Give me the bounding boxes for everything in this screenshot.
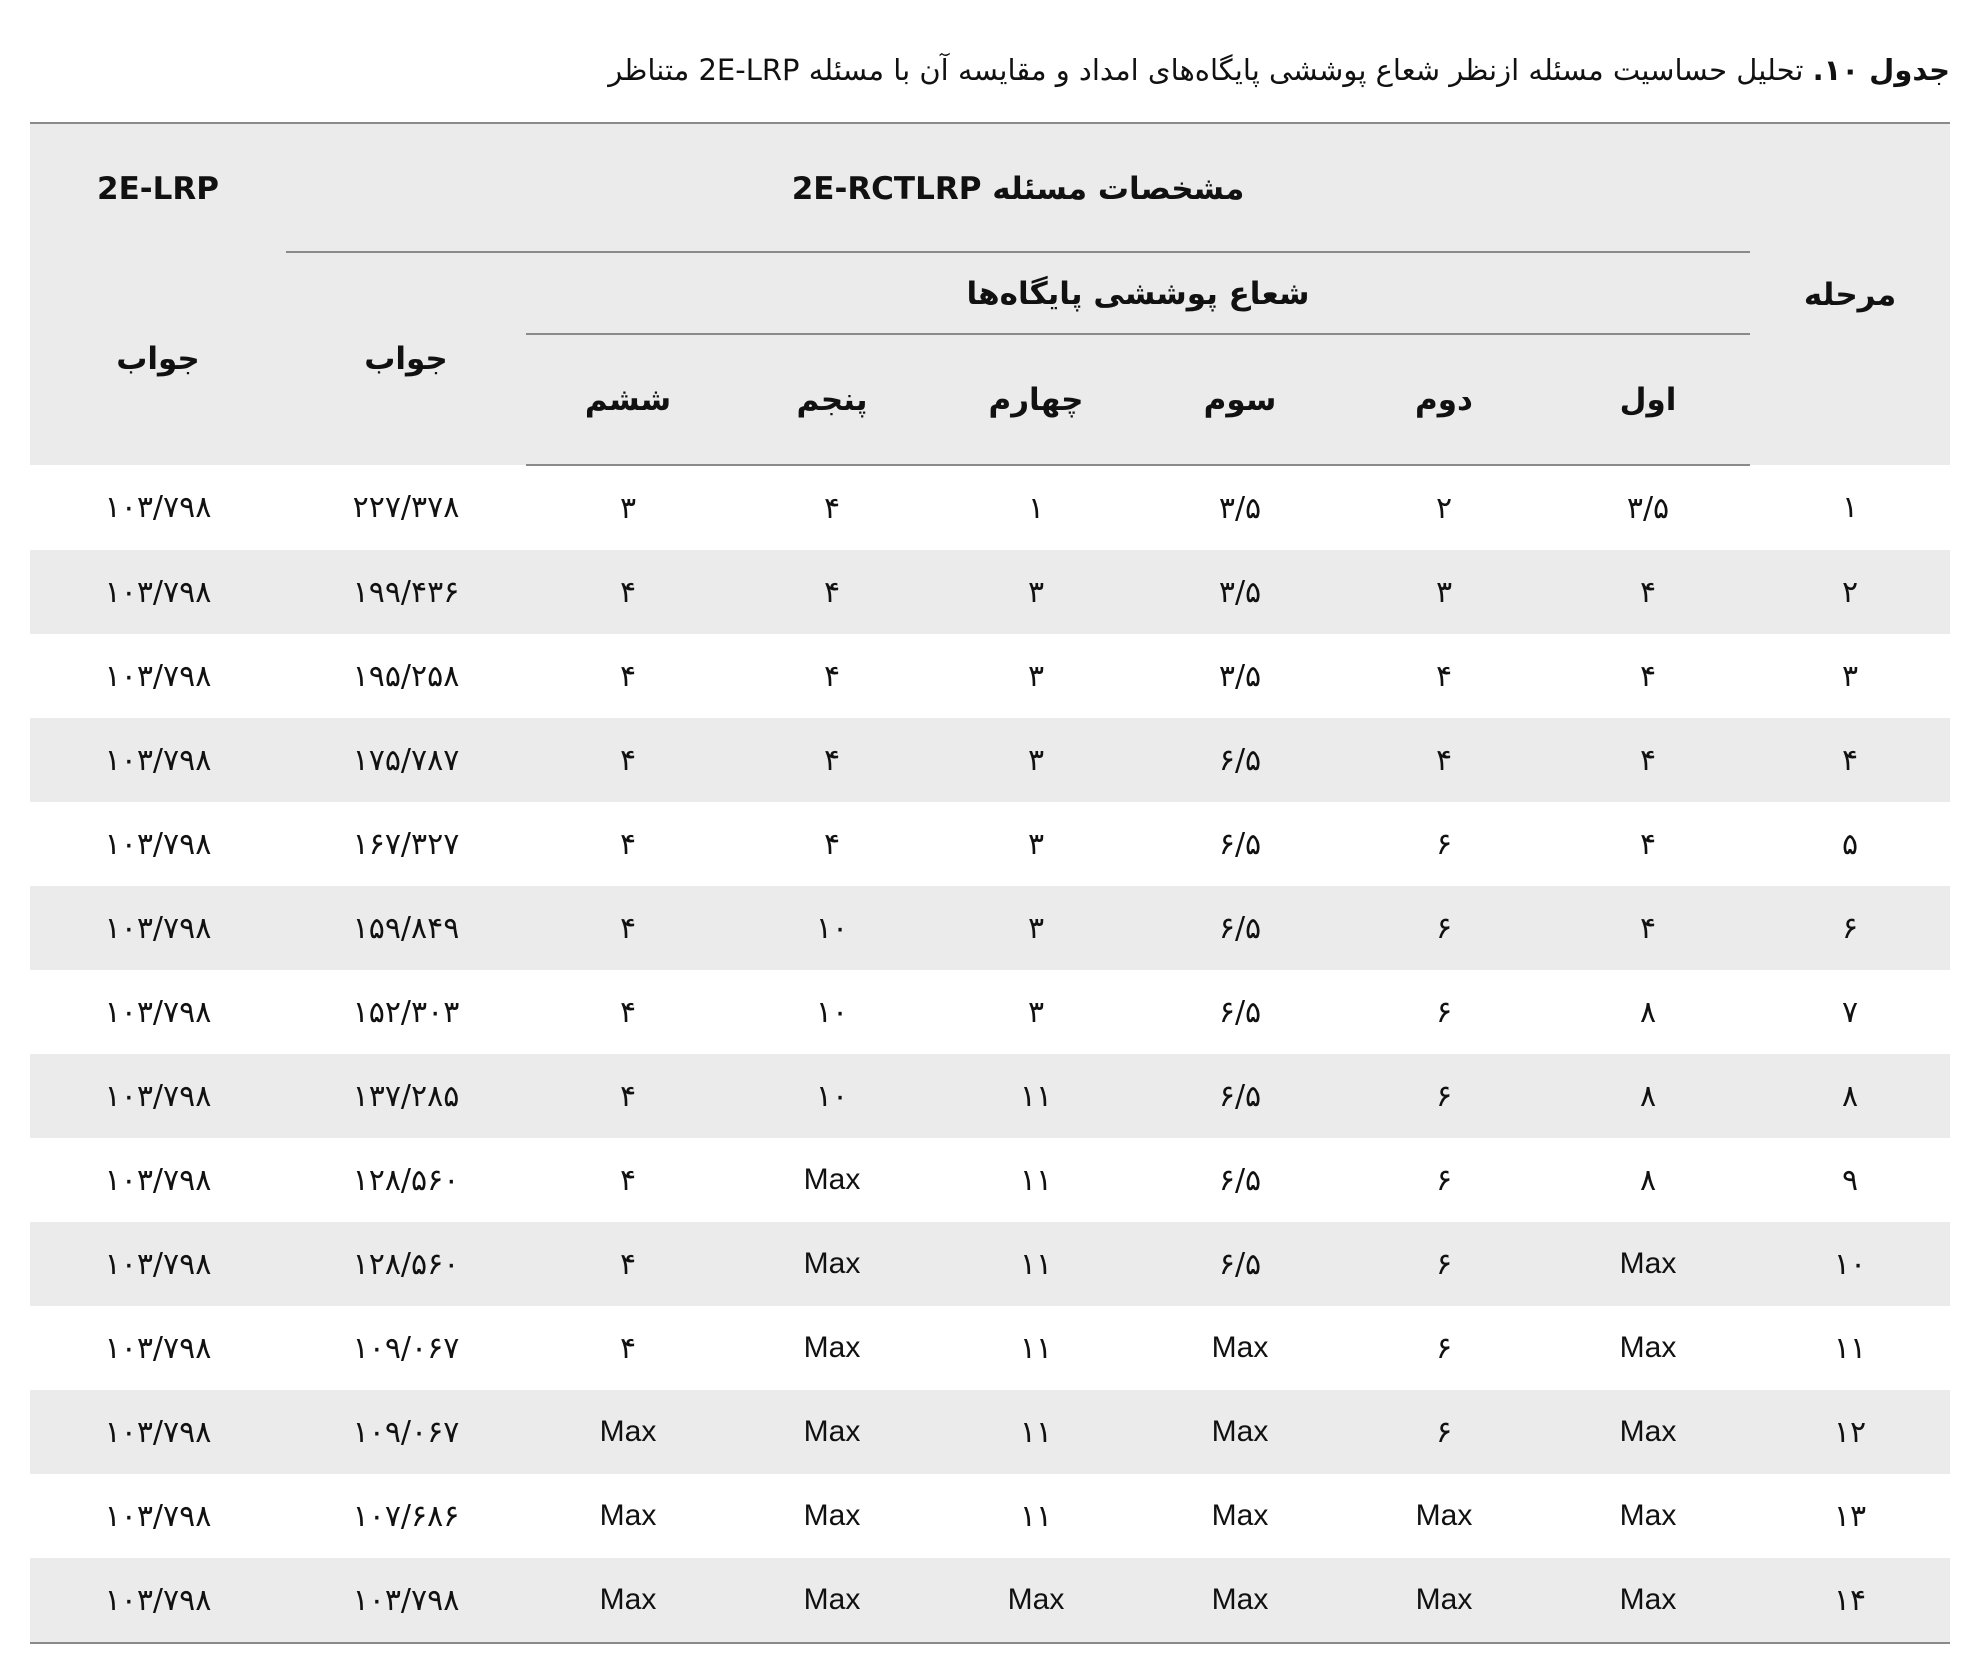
table-row: [30, 970, 1950, 1054]
answer-cell: ۱۹۹/۴۳۶: [286, 550, 526, 634]
stage-cell: ۵: [1841, 826, 1859, 862]
caption-problem-name: 2E-LRP: [698, 53, 800, 87]
lrp-answer-cell: ۱۰۳/۷۹۸: [30, 886, 286, 970]
radius-6-cell: ۴: [526, 550, 730, 634]
header-radius-3: سوم: [1138, 335, 1342, 465]
radius-4-cell: ۳: [934, 886, 1138, 970]
radius-2-cell: ۲: [1435, 490, 1453, 526]
caption-label: جدول ۱۰.: [1812, 53, 1950, 87]
radius-2-cell: ۶: [1435, 1162, 1453, 1198]
radius-1-cell: ۸: [1639, 994, 1657, 1030]
lrp-answer-cell: ۱۰۳/۷۹۸: [30, 1558, 286, 1643]
radius-4-cell: ۳: [934, 550, 1138, 634]
radius-3-cell: ۶/۵: [1218, 826, 1262, 862]
answer-cell: ۱۰۹/۰۶۷: [286, 1390, 526, 1474]
radius-4-cell: ۱۱: [1019, 1162, 1053, 1198]
table-row: [30, 1306, 1950, 1390]
radius-5-cell: Max: [803, 1331, 861, 1364]
radius-4-cell: ۱۱: [1019, 1498, 1053, 1534]
radius-6-cell: Max: [526, 1390, 730, 1474]
radius-4-cell: ۳: [934, 718, 1138, 802]
radius-2-cell: ۴: [1435, 658, 1453, 694]
radius-1-cell: ۳/۵: [1626, 490, 1670, 526]
radius-5-cell: ۴: [823, 658, 841, 694]
radius-4-cell: ۱۱: [934, 1222, 1138, 1306]
header-stage: مرحله: [1750, 123, 1950, 465]
radius-4-cell: ۱: [1027, 490, 1045, 526]
lrp-answer-cell: ۱۰۳/۷۹۸: [30, 1054, 286, 1138]
header-answer: جواب: [286, 253, 526, 465]
radius-6-cell: ۴: [526, 1222, 730, 1306]
radius-1-cell: ۸: [1546, 1054, 1750, 1138]
header-problem-spec: [286, 123, 1750, 253]
radius-2-cell: ۴: [1342, 718, 1546, 802]
radius-5-cell: Max: [803, 1163, 861, 1196]
radius-1-cell: Max: [1546, 1390, 1750, 1474]
radius-2-cell: ۶: [1435, 826, 1453, 862]
table-row: [30, 634, 1950, 718]
radius-6-cell: Max: [599, 1499, 657, 1532]
stage-cell: ۷: [1841, 994, 1859, 1030]
stage-cell: ۸: [1750, 1054, 1950, 1138]
radius-2-cell: ۶: [1342, 1390, 1546, 1474]
radius-3-cell: Max: [1211, 1499, 1269, 1532]
radius-5-cell: ۴: [730, 718, 934, 802]
header-coverage-radius: شعاع پوششی پایگاه‌ها: [526, 253, 1750, 335]
radius-4-cell: ۳: [1027, 994, 1045, 1030]
table-row: [30, 1474, 1950, 1558]
radius-3-cell: Max: [1211, 1331, 1269, 1364]
lrp-answer-cell: ۱۰۳/۷۹۸: [104, 1498, 212, 1534]
lrp-answer-cell: ۱۰۳/۷۹۸: [104, 1330, 212, 1366]
radius-1-cell: Max: [1619, 1331, 1677, 1364]
lrp-answer-cell: ۱۰۳/۷۹۸: [30, 1222, 286, 1306]
table-row: [30, 1558, 1950, 1643]
stage-cell: ۱: [1841, 490, 1859, 525]
radius-3-cell: ۶/۵: [1138, 886, 1342, 970]
radius-5-cell: ۱۰: [730, 886, 934, 970]
lrp-answer-cell: ۱۰۳/۷۹۸: [30, 550, 286, 634]
lrp-answer-cell: ۱۰۳/۷۹۸: [104, 826, 212, 862]
table-body: [30, 465, 1950, 1643]
radius-3-cell: Max: [1138, 1558, 1342, 1643]
answer-cell: ۱۰۹/۰۶۷: [352, 1330, 460, 1366]
radius-5-cell: ۴: [823, 490, 841, 526]
radius-4-cell: ۱۱: [934, 1054, 1138, 1138]
answer-cell: ۱۲۸/۵۶۰: [352, 1162, 460, 1198]
stage-cell: ۱۲: [1750, 1390, 1950, 1474]
radius-4-cell: ۱۱: [1019, 1330, 1053, 1366]
table-row: [30, 1390, 1950, 1474]
radius-1-cell: ۸: [1639, 1162, 1657, 1198]
radius-6-cell: ۳: [619, 490, 637, 526]
radius-4-cell: ۱۱: [934, 1390, 1138, 1474]
stage-cell: ۱۳: [1833, 1498, 1867, 1534]
radius-1-cell: Max: [1546, 1558, 1750, 1643]
radius-1-cell: ۴: [1546, 550, 1750, 634]
answer-cell: ۱۹۵/۲۵۸: [352, 658, 460, 694]
radius-6-cell: ۴: [619, 1330, 637, 1366]
radius-6-cell: ۴: [526, 718, 730, 802]
radius-6-cell: Max: [526, 1558, 730, 1643]
radius-5-cell: ۱۰: [815, 994, 849, 1030]
stage-cell: ۱۱: [1833, 1330, 1867, 1366]
stage-cell: ۲: [1750, 550, 1950, 634]
radius-4-cell: ۳: [1027, 658, 1045, 694]
radius-2-cell: ۳: [1342, 550, 1546, 634]
radius-6-cell: ۴: [526, 886, 730, 970]
answer-cell: ۱۰۷/۶۸۶: [352, 1498, 460, 1534]
answer-cell: ۱۵۲/۳۰۳: [352, 994, 460, 1030]
radius-3-cell: ۳/۵: [1218, 658, 1262, 694]
header-compare-problem-label: 2E-LRP: [97, 170, 219, 207]
table-row: [30, 1222, 1950, 1306]
answer-cell: ۲۲۷/۳۷۸: [352, 490, 460, 525]
radius-2-cell: ۶: [1435, 994, 1453, 1030]
radius-3-cell: Max: [1138, 1390, 1342, 1474]
answer-cell: ۱۶۷/۳۲۷: [352, 826, 460, 862]
table-row: [30, 1138, 1950, 1222]
radius-1-cell: ۴: [1546, 718, 1750, 802]
radius-6-cell: ۴: [619, 1162, 637, 1198]
radius-2-cell: ۶: [1342, 1222, 1546, 1306]
answer-cell: ۱۳۷/۲۸۵: [286, 1054, 526, 1138]
radius-6-cell: ۴: [526, 1054, 730, 1138]
radius-3-cell: ۶/۵: [1218, 994, 1262, 1030]
radius-3-cell: ۳/۵: [1138, 550, 1342, 634]
header-spec-problem: 2E-RCTLRP: [791, 170, 982, 207]
lrp-answer-cell: ۱۰۳/۷۹۸: [30, 1390, 286, 1474]
radius-6-cell: ۴: [619, 826, 637, 862]
header-radius-6: ششم: [526, 335, 730, 465]
radius-5-cell: Max: [730, 1390, 934, 1474]
table-row: [30, 886, 1950, 970]
radius-4-cell: Max: [934, 1558, 1138, 1643]
caption-suffix: متناظر: [608, 53, 699, 87]
radius-5-cell: ۴: [730, 550, 934, 634]
radius-5-cell: Max: [730, 1222, 934, 1306]
radius-4-cell: ۳: [1027, 826, 1045, 862]
stage-cell: ۳: [1841, 658, 1859, 694]
radius-3-cell: ۶/۵: [1218, 1162, 1262, 1198]
header-radius-4: چهارم: [934, 335, 1138, 465]
lrp-answer-cell: ۱۰۳/۷۹۸: [104, 658, 212, 694]
header-compare-answer: جواب: [30, 253, 286, 465]
header-radius-2: دوم: [1342, 335, 1546, 465]
radius-3-cell: ۶/۵: [1138, 1222, 1342, 1306]
answer-cell: ۱۲۸/۵۶۰: [286, 1222, 526, 1306]
header-radius-5: پنجم: [730, 335, 934, 465]
stage-cell: ۴: [1750, 718, 1950, 802]
radius-2-cell: Max: [1415, 1499, 1473, 1532]
caption-text: تحلیل حساسیت مسئله ازنظر شعاع پوششی پایگاه‌های امداد و مقایسه آن با مسئله: [799, 53, 1813, 87]
radius-1-cell: Max: [1619, 1499, 1677, 1532]
lrp-answer-cell: ۱۰۳/۷۹۸: [30, 718, 286, 802]
radius-5-cell: Max: [803, 1499, 861, 1532]
table-row: [30, 718, 1950, 802]
radius-5-cell: Max: [730, 1558, 934, 1643]
table-header: [30, 123, 1950, 465]
radius-2-cell: ۶: [1342, 886, 1546, 970]
header-spec-prefix: مشخصات مسئله: [981, 170, 1245, 207]
lrp-answer-cell: ۱۰۳/۷۹۸: [104, 994, 212, 1030]
stage-cell: ۱۴: [1750, 1558, 1950, 1643]
radius-2-cell: ۶: [1342, 1054, 1546, 1138]
radius-1-cell: ۴: [1639, 658, 1657, 694]
radius-3-cell: ۶/۵: [1138, 1054, 1342, 1138]
lrp-answer-cell: ۱۰۳/۷۹۸: [104, 1162, 212, 1198]
stage-cell: ۶: [1750, 886, 1950, 970]
radius-2-cell: ۶: [1435, 1330, 1453, 1366]
answer-cell: ۱۷۵/۷۸۷: [286, 718, 526, 802]
radius-5-cell: ۴: [823, 826, 841, 862]
radius-5-cell: ۱۰: [730, 1054, 934, 1138]
header-radius-1: اول: [1546, 335, 1750, 465]
radius-3-cell: ۶/۵: [1138, 718, 1342, 802]
sensitivity-table: [30, 122, 1950, 1644]
table-row: [30, 802, 1950, 886]
stage-cell: ۹: [1841, 1162, 1859, 1198]
radius-6-cell: ۴: [619, 658, 637, 694]
stage-cell: ۱۰: [1750, 1222, 1950, 1306]
radius-6-cell: ۴: [619, 994, 637, 1030]
radius-3-cell: ۳/۵: [1218, 490, 1262, 526]
header-compare-problem: [30, 123, 286, 253]
radius-1-cell: ۴: [1546, 886, 1750, 970]
table-row: [30, 465, 1950, 550]
answer-cell: ۱۰۳/۷۹۸: [286, 1558, 526, 1643]
table-row: [30, 550, 1950, 634]
table-row: [30, 1054, 1950, 1138]
answer-cell: ۱۵۹/۸۴۹: [286, 886, 526, 970]
radius-1-cell: Max: [1546, 1222, 1750, 1306]
table-caption: [30, 48, 1950, 92]
radius-2-cell: Max: [1342, 1558, 1546, 1643]
lrp-answer-cell: ۱۰۳/۷۹۸: [104, 490, 212, 525]
radius-1-cell: ۴: [1639, 826, 1657, 862]
